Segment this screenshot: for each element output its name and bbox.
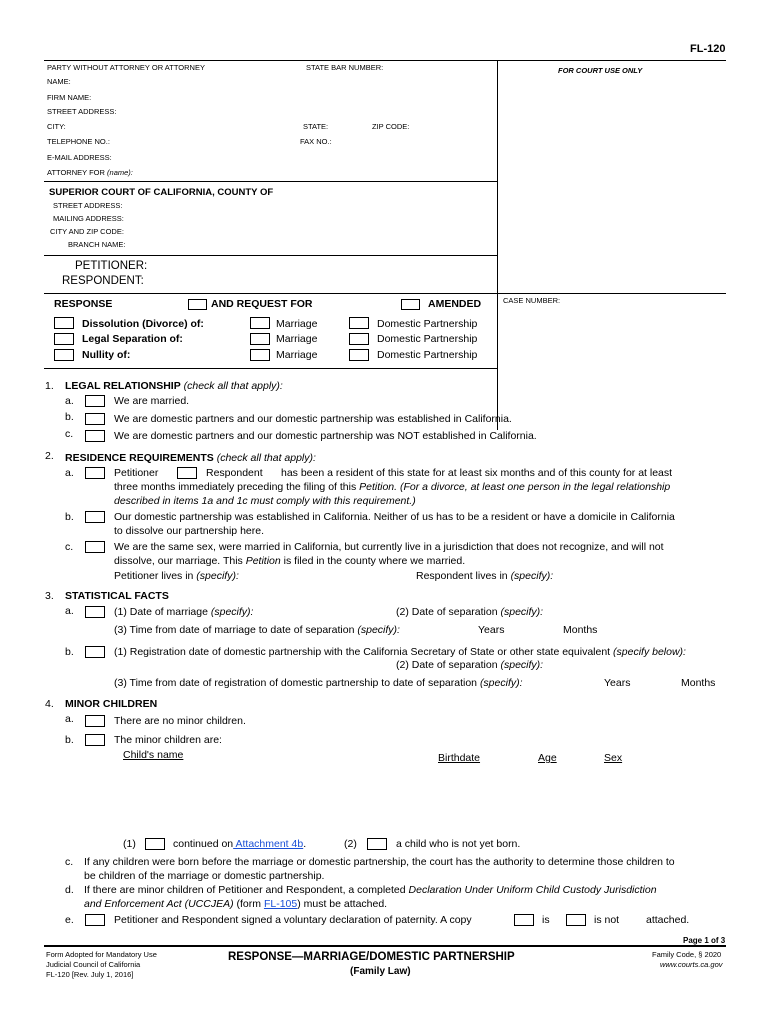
s2-petitioner-label: Petitioner [114,467,159,479]
court-city-label: CITY AND ZIP CODE: [50,227,124,236]
s3-b-separation-date: (2) Date of separation (specify): [396,659,544,671]
s3-registration-date: (1) Registration date of domestic partnership with the California Secretary of State or other state equivalent (specify below): [114,646,686,658]
header-top-border [44,60,726,61]
bar-number-label: STATE BAR NUMBER: [306,63,384,72]
s4-e-letter: e. [65,914,74,926]
court-mailing-label: MAILING ADDRESS: [53,214,124,223]
s3-b-months-label: Months [681,677,716,689]
courts-site: www.courts.ca.gov [660,960,723,969]
s4-col-age: Age [538,752,557,764]
s3-marriage-duration: (3) Time from date of marriage to date of separation (specify): [114,624,400,636]
s4-paternity-text: Petitioner and Respondent signed a voluntary declaration of paternity. A copy [114,914,472,926]
s2-a-text-3: described in items 1a and 1c must comply with this requirement.) [114,495,416,507]
fl-105-link[interactable]: FL-105 [263,898,298,910]
s3-a-checkbox[interactable] [85,606,105,618]
s4-c-letter: c. [65,856,74,868]
s4-is-label: is [542,914,550,926]
s2-b-letter: b. [65,511,74,523]
s4-c-text-1: If any children were born before the marriage or domestic partnership, the court has the authority to determine those children to [84,856,675,868]
s2-petitioner-checkbox[interactable] [85,467,105,479]
city-label: CITY: [47,122,66,131]
s3-b-checkbox[interactable] [85,646,105,658]
attachment-4b-link[interactable]: Attachment 4b [233,838,304,850]
court-use-divider [497,60,498,430]
s1-heading: LEGAL RELATIONSHIP (check all that apply): [65,380,283,392]
and-request-label: AND REQUEST FOR [211,298,313,310]
form-subtitle: (Family Law) [350,966,411,977]
response-section-border [44,293,726,294]
s3-a-letter: a. [65,605,74,617]
nullity-checkbox[interactable] [54,349,74,361]
s1-c-letter: c. [65,428,74,440]
s2-petitioner-lives: Petitioner lives in (specify): [114,570,239,582]
email-label: E-MAIL ADDRESS: [47,153,112,162]
s4-unborn-checkbox[interactable] [367,838,387,850]
s4-paternity-checkbox[interactable] [85,914,105,926]
footer-rule [44,945,726,947]
s1-dp-ca-checkbox[interactable] [85,413,105,425]
s4-a-letter: a. [65,713,74,725]
s4-is-not-checkbox[interactable] [566,914,586,926]
form-number: FL-120 [690,43,726,55]
separation-dp-label: Domestic Partnership [377,333,478,345]
s1-married-checkbox[interactable] [85,395,105,407]
s2-b-text-1: Our domestic partnership was established in California. Neither of us has to be a resident or have a domicile in California [114,511,675,523]
s2-c-letter: c. [65,541,74,553]
s4-d-text-1: If there are minor children of Petitioner and Respondent, a completed Declaration Under Uniform Child Custody Jurisdiction [84,884,657,896]
dissolution-dp-checkbox[interactable] [349,317,369,329]
zip-label: ZIP CODE: [372,122,410,131]
name-label: NAME: [47,77,71,86]
adopted-line-3: FL-120 [Rev. July 1, 2016] [46,970,134,979]
dissolution-checkbox[interactable] [54,317,74,329]
s4-d-letter: d. [65,884,74,896]
s2-heading: RESIDENCE REQUIREMENTS (check all that apply): [65,452,316,464]
case-number-label: CASE NUMBER: [503,296,561,305]
s1-b-letter: b. [65,411,74,423]
s3-b-letter: b. [65,646,74,658]
s4-unborn-label: a child who is not yet born. [396,838,521,850]
s4-is-not-label: is not [594,914,620,926]
s3-registration-duration: (3) Time from date of registration of domestic partnership to date of separation (specify): [114,677,523,689]
dissolution-marriage-checkbox[interactable] [250,317,270,329]
separation-checkbox[interactable] [54,333,74,345]
parties-section-border [44,255,497,256]
s4-b1-number: (1) [123,838,136,850]
phone-label: TELEPHONE NO.: [47,137,110,146]
state-label: STATE: [303,122,329,131]
amended-label: AMENDED [428,298,482,310]
party-label: PARTY WITHOUT ATTORNEY OR ATTORNEY [47,63,205,72]
nullity-marriage-label: Marriage [276,349,318,361]
request-checkbox[interactable] [188,299,207,310]
s4-d-text-2: and Enforcement Act (UCCJEA) (form FL-105) must be attached. [84,898,388,910]
page-number: Page 1 of 3 [683,936,726,945]
street-label: STREET ADDRESS: [47,107,117,116]
firm-label: FIRM NAME: [47,93,92,102]
respondent-label: RESPONDENT: [62,275,144,287]
s4-col-sex: Sex [604,752,623,764]
separation-marriage-checkbox[interactable] [250,333,270,345]
court-branch-label: BRANCH NAME: [68,240,126,249]
s1-dp-not-ca-label: We are domestic partners and our domestic partnership was NOT established in California. [114,430,537,442]
adopted-line-2: Judicial Council of California [46,960,141,969]
separation-label: Legal Separation of: [82,333,183,345]
s4-children-label: The minor children are: [114,734,222,746]
s2-a-text-2: three months immediately preceding the filing of this Petition. (For a divorce, at least one person in the legal relationship [114,481,671,493]
amended-checkbox[interactable] [401,299,420,310]
s2-respondent-checkbox[interactable] [177,467,197,479]
separation-dp-checkbox[interactable] [349,333,369,345]
response-label: RESPONSE [54,298,113,310]
s3-b-years-label: Years [604,677,631,689]
s1-dp-ca-label: We are domestic partners and our domestic partnership was established in California. [114,413,512,425]
petitioner-label: PETITIONER: [75,260,148,272]
s4-no-children-checkbox[interactable] [85,715,105,727]
s2-c-checkbox[interactable] [85,541,105,553]
header-bottom-border [44,368,497,369]
s4-continued-text: continued on Attachment 4b. [173,838,307,850]
s4-col-birthdate: Birthdate [438,752,481,764]
s4-no-children-label: There are no minor children. [114,715,246,727]
nullity-marriage-checkbox[interactable] [250,349,270,361]
s3-a-years-label: Years [478,624,505,636]
s4-b-letter: b. [65,734,74,746]
dissolution-label: Dissolution (Divorce) of: [82,318,204,330]
s4-heading: MINOR CHILDREN [65,698,158,710]
s4-children-checkbox[interactable] [85,734,105,746]
nullity-dp-checkbox[interactable] [349,349,369,361]
court-section-border [44,181,497,182]
form-title: RESPONSE—MARRIAGE/DOMESTIC PARTNERSHIP [228,951,515,963]
s4-is-checkbox[interactable] [514,914,534,926]
dissolution-dp-label: Domestic Partnership [377,318,478,330]
s2-respondent-lives: Respondent lives in (specify): [416,570,554,582]
s3-date-of-marriage: (1) Date of marriage (specify): [114,606,254,618]
s4-b2-number: (2) [344,838,357,850]
s3-a-months-label: Months [563,624,598,636]
adopted-line-1: Form Adopted for Mandatory Use [46,950,157,959]
s2-a-text-1: has been a resident of this state for at least six months and of this county for at least [281,467,673,479]
s1-dp-not-ca-checkbox[interactable] [85,430,105,442]
s2-number: 2. [45,450,54,462]
separation-marriage-label: Marriage [276,333,318,345]
s4-c-text-2: be children of the marriage or domestic partnership. [84,870,325,882]
family-code: Family Code, § 2020 [652,950,722,959]
s2-c-text-2: dissolve, our marriage. This Petition is filed in the county where we married. [114,555,466,567]
s1-a-letter: a. [65,395,74,407]
s2-a-letter: a. [65,467,74,479]
nullity-label: Nullity of: [82,349,131,361]
nullity-dp-label: Domestic Partnership [377,349,478,361]
s2-b-text-2: to dissolve our partnership here. [114,525,264,537]
court-use-label: FOR COURT USE ONLY [558,66,643,75]
fax-label: FAX NO.: [300,137,332,146]
s2-b-checkbox[interactable] [85,511,105,523]
s1-number: 1. [45,380,54,392]
s4-number: 4. [45,698,54,710]
court-title: SUPERIOR COURT OF CALIFORNIA, COUNTY OF [49,187,274,198]
s4-col-name: Child's name [123,749,184,761]
s1-married-label: We are married. [114,395,190,407]
s3-heading: STATISTICAL FACTS [65,590,169,602]
s2-c-text-1: We are the same sex, were married in California, but currently live in a jurisdiction that does not recognize, and will not [114,541,664,553]
s3-number: 3. [45,590,54,602]
s3-date-of-separation: (2) Date of separation (specify): [396,606,544,618]
s2-respondent-label: Respondent [206,467,263,479]
dissolution-marriage-label: Marriage [276,318,318,330]
s4-continued-checkbox[interactable] [145,838,165,850]
court-street-label: STREET ADDRESS: [53,201,123,210]
s4-attached-label: attached. [646,914,690,926]
attorney-for-label: ATTORNEY FOR (name): [47,168,133,177]
